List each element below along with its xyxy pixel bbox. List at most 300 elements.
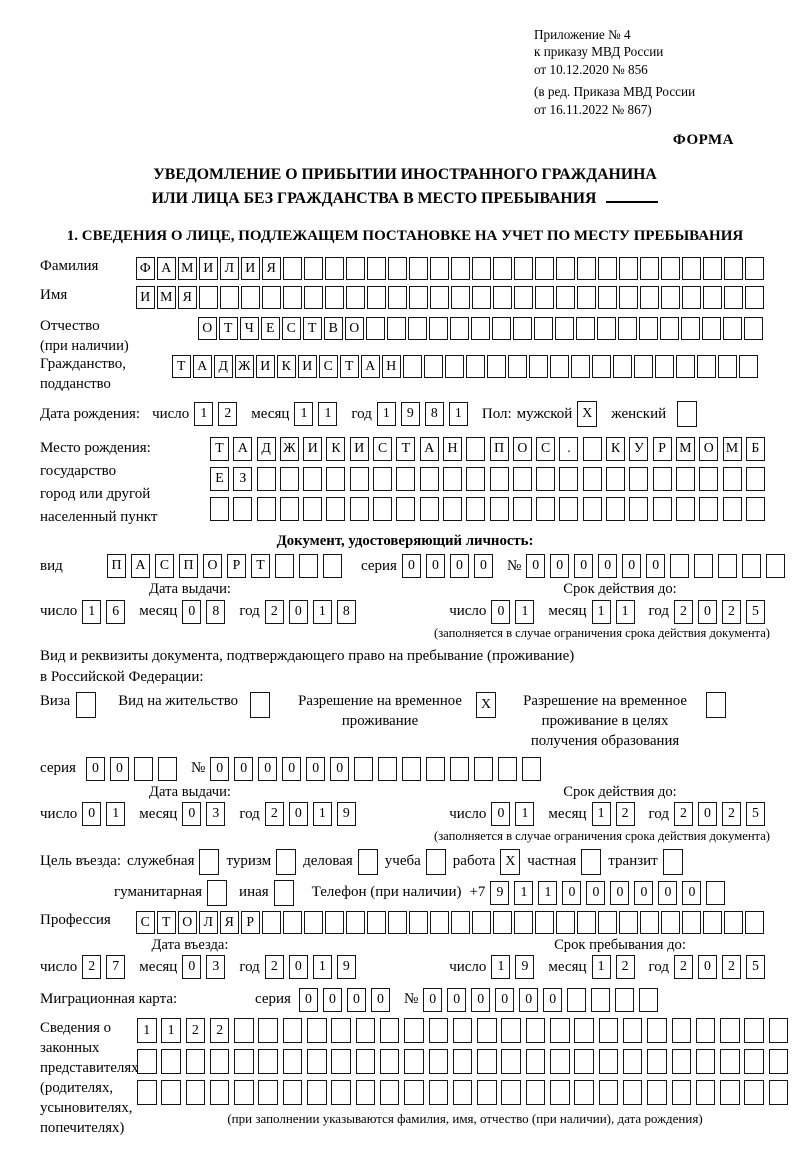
char-cell[interactable] [346, 257, 365, 280]
char-cell[interactable] [445, 355, 464, 378]
char-cell[interactable]: Ж [280, 437, 299, 461]
char-cell[interactable]: З [233, 467, 252, 491]
char-cell[interactable]: 2 [210, 1018, 230, 1043]
representatives-cells-row1[interactable] [137, 1018, 793, 1043]
char-cell[interactable] [380, 1080, 400, 1105]
char-cell[interactable]: У [629, 437, 648, 461]
char-cell[interactable]: 2 [674, 955, 693, 979]
migration-number-cells[interactable] [423, 988, 663, 1012]
char-cell[interactable] [426, 757, 445, 781]
char-cell[interactable] [234, 1080, 254, 1105]
char-cell[interactable]: 0 [182, 802, 201, 826]
char-cell[interactable]: 2 [265, 600, 284, 624]
char-cell[interactable] [629, 467, 648, 491]
char-cell[interactable]: 0 [371, 988, 390, 1012]
char-cell[interactable]: 0 [574, 554, 593, 578]
char-cell[interactable] [634, 355, 653, 378]
char-cell[interactable]: 9 [337, 955, 356, 979]
char-cell[interactable] [283, 1049, 303, 1074]
char-cell[interactable] [694, 554, 713, 578]
char-cell[interactable] [404, 1018, 424, 1043]
char-cell[interactable] [696, 1018, 716, 1043]
char-cell[interactable]: 5 [746, 802, 765, 826]
char-cell[interactable] [744, 1018, 764, 1043]
char-cell[interactable]: 0 [543, 988, 562, 1012]
char-cell[interactable] [699, 497, 718, 521]
char-cell[interactable]: Ф [136, 257, 155, 280]
char-cell[interactable]: 7 [106, 955, 125, 979]
char-cell[interactable]: А [420, 437, 439, 461]
char-cell[interactable]: А [361, 355, 380, 378]
char-cell[interactable]: И [241, 257, 260, 280]
char-cell[interactable] [443, 497, 462, 521]
char-cell[interactable] [639, 988, 658, 1012]
char-cell[interactable] [639, 317, 658, 340]
char-cell[interactable] [682, 911, 701, 934]
char-cell[interactable] [430, 286, 449, 309]
char-cell[interactable]: 3 [206, 955, 225, 979]
char-cell[interactable]: 8 [425, 402, 444, 426]
char-cell[interactable] [746, 467, 765, 491]
char-cell[interactable]: 1 [514, 881, 533, 905]
char-cell[interactable] [76, 692, 96, 718]
char-cell[interactable]: И [298, 355, 317, 378]
residence-series-cells[interactable] [86, 757, 182, 781]
char-cell[interactable] [241, 286, 260, 309]
char-cell[interactable] [508, 355, 527, 378]
char-cell[interactable]: 2 [218, 402, 237, 426]
phone-cells[interactable] [490, 881, 730, 905]
purpose-private-checkbox[interactable] [581, 849, 601, 875]
char-cell[interactable]: И [256, 355, 275, 378]
visa-checkbox[interactable] [76, 692, 96, 718]
char-cell[interactable]: 9 [490, 881, 509, 905]
char-cell[interactable] [720, 1018, 740, 1043]
char-cell[interactable]: О [203, 554, 222, 578]
purpose-humanitarian-checkbox[interactable] [207, 880, 227, 906]
char-cell[interactable] [501, 1018, 521, 1043]
doc-type-cells[interactable] [107, 554, 347, 578]
char-cell[interactable]: Р [241, 911, 260, 934]
char-cell[interactable] [274, 880, 294, 906]
residence-expiry-year-cells[interactable] [674, 802, 770, 826]
char-cell[interactable] [655, 355, 674, 378]
char-cell[interactable]: 2 [722, 600, 741, 624]
char-cell[interactable] [466, 355, 485, 378]
char-cell[interactable]: С [136, 911, 155, 934]
char-cell[interactable]: Я [178, 286, 197, 309]
male-checkbox[interactable] [577, 401, 597, 427]
char-cell[interactable] [769, 1018, 789, 1043]
char-cell[interactable]: Л [199, 911, 218, 934]
char-cell[interactable] [367, 286, 386, 309]
char-cell[interactable] [723, 497, 742, 521]
char-cell[interactable]: Т [210, 437, 229, 461]
char-cell[interactable] [723, 317, 742, 340]
char-cell[interactable] [409, 286, 428, 309]
purpose-work-checkbox[interactable] [500, 849, 520, 875]
char-cell[interactable]: 1 [592, 802, 611, 826]
char-cell[interactable] [577, 257, 596, 280]
char-cell[interactable] [744, 1080, 764, 1105]
char-cell[interactable]: 1 [616, 600, 635, 624]
char-cell[interactable]: 0 [82, 802, 101, 826]
char-cell[interactable] [430, 911, 449, 934]
char-cell[interactable] [526, 1018, 546, 1043]
char-cell[interactable]: Н [443, 437, 462, 461]
char-cell[interactable] [745, 286, 764, 309]
char-cell[interactable] [599, 1080, 619, 1105]
char-cell[interactable]: 2 [265, 955, 284, 979]
identity-expiry-day-cells[interactable] [491, 600, 539, 624]
char-cell[interactable]: 0 [550, 554, 569, 578]
char-cell[interactable] [210, 1049, 230, 1074]
char-cell[interactable]: В [324, 317, 343, 340]
char-cell[interactable] [453, 1080, 473, 1105]
char-cell[interactable] [676, 467, 695, 491]
char-cell[interactable] [653, 467, 672, 491]
char-cell[interactable]: П [107, 554, 126, 578]
representatives-cells-row2[interactable] [137, 1049, 793, 1074]
char-cell[interactable]: 2 [674, 600, 693, 624]
char-cell[interactable]: С [319, 355, 338, 378]
char-cell[interactable] [598, 911, 617, 934]
char-cell[interactable] [555, 317, 574, 340]
char-cell[interactable] [682, 257, 701, 280]
char-cell[interactable] [724, 286, 743, 309]
char-cell[interactable]: 3 [206, 802, 225, 826]
char-cell[interactable]: 0 [447, 988, 466, 1012]
char-cell[interactable]: 1 [161, 1018, 181, 1043]
char-cell[interactable]: 2 [616, 955, 635, 979]
char-cell[interactable] [299, 554, 318, 578]
char-cell[interactable] [699, 467, 718, 491]
char-cell[interactable]: А [157, 257, 176, 280]
char-cell[interactable] [745, 911, 764, 934]
char-cell[interactable]: 0 [423, 988, 442, 1012]
char-cell[interactable] [629, 497, 648, 521]
char-cell[interactable]: 2 [186, 1018, 206, 1043]
char-cell[interactable]: Д [214, 355, 233, 378]
char-cell[interactable] [466, 437, 485, 461]
birthplace-cells-row2[interactable] [210, 467, 769, 491]
char-cell[interactable]: 0 [698, 955, 717, 979]
char-cell[interactable] [388, 911, 407, 934]
char-cell[interactable] [744, 317, 763, 340]
char-cell[interactable] [567, 988, 586, 1012]
char-cell[interactable]: М [676, 437, 695, 461]
char-cell[interactable] [550, 1018, 570, 1043]
char-cell[interactable]: С [373, 437, 392, 461]
char-cell[interactable] [718, 554, 737, 578]
char-cell[interactable] [346, 911, 365, 934]
char-cell[interactable]: 0 [86, 757, 105, 781]
char-cell[interactable]: Я [262, 257, 281, 280]
char-cell[interactable] [492, 317, 511, 340]
char-cell[interactable] [373, 467, 392, 491]
char-cell[interactable] [661, 257, 680, 280]
char-cell[interactable]: 0 [519, 988, 538, 1012]
char-cell[interactable] [535, 286, 554, 309]
char-cell[interactable] [451, 257, 470, 280]
char-cell[interactable] [373, 497, 392, 521]
char-cell[interactable] [663, 849, 683, 875]
char-cell[interactable]: Ж [235, 355, 254, 378]
char-cell[interactable]: 0 [491, 802, 510, 826]
char-cell[interactable] [583, 497, 602, 521]
char-cell[interactable] [536, 497, 555, 521]
char-cell[interactable] [161, 1080, 181, 1105]
char-cell[interactable] [307, 1080, 327, 1105]
char-cell[interactable] [559, 497, 578, 521]
char-cell[interactable] [501, 1049, 521, 1074]
residence-expiry-month-cells[interactable] [592, 802, 640, 826]
char-cell[interactable] [583, 437, 602, 461]
char-cell[interactable]: 0 [323, 988, 342, 1012]
char-cell[interactable]: 0 [282, 757, 301, 781]
char-cell[interactable] [356, 1049, 376, 1074]
purpose-official-checkbox[interactable] [199, 849, 219, 875]
char-cell[interactable] [466, 467, 485, 491]
char-cell[interactable] [307, 1018, 327, 1043]
stay-day-cells[interactable] [491, 955, 539, 979]
female-checkbox[interactable] [677, 401, 697, 427]
char-cell[interactable]: П [179, 554, 198, 578]
char-cell[interactable]: О [345, 317, 364, 340]
char-cell[interactable]: О [513, 437, 532, 461]
char-cell[interactable]: О [178, 911, 197, 934]
char-cell[interactable] [696, 1080, 716, 1105]
identity-issue-day-cells[interactable] [82, 600, 130, 624]
char-cell[interactable]: 0 [698, 600, 717, 624]
char-cell[interactable] [619, 286, 638, 309]
char-cell[interactable] [350, 467, 369, 491]
char-cell[interactable] [325, 911, 344, 934]
char-cell[interactable] [623, 1080, 643, 1105]
char-cell[interactable] [420, 467, 439, 491]
birth-day-cells[interactable] [194, 402, 242, 426]
char-cell[interactable] [451, 286, 470, 309]
char-cell[interactable]: 0 [289, 802, 308, 826]
char-cell[interactable] [640, 911, 659, 934]
char-cell[interactable]: Т [340, 355, 359, 378]
char-cell[interactable]: 1 [491, 955, 510, 979]
char-cell[interactable] [661, 911, 680, 934]
char-cell[interactable] [303, 497, 322, 521]
char-cell[interactable] [696, 1049, 716, 1074]
char-cell[interactable] [769, 1080, 789, 1105]
char-cell[interactable] [250, 692, 270, 718]
char-cell[interactable] [623, 1018, 643, 1043]
char-cell[interactable] [522, 757, 541, 781]
char-cell[interactable] [487, 355, 506, 378]
char-cell[interactable] [134, 757, 153, 781]
char-cell[interactable] [619, 911, 638, 934]
char-cell[interactable] [581, 849, 601, 875]
char-cell[interactable] [331, 1018, 351, 1043]
char-cell[interactable] [283, 257, 302, 280]
char-cell[interactable] [672, 1080, 692, 1105]
char-cell[interactable] [676, 497, 695, 521]
char-cell[interactable] [493, 911, 512, 934]
char-cell[interactable] [598, 257, 617, 280]
purpose-transit-checkbox[interactable] [663, 849, 683, 875]
char-cell[interactable]: Р [653, 437, 672, 461]
char-cell[interactable] [354, 757, 373, 781]
residence-expiry-day-cells[interactable] [491, 802, 539, 826]
char-cell[interactable] [303, 467, 322, 491]
char-cell[interactable] [703, 257, 722, 280]
char-cell[interactable] [283, 286, 302, 309]
char-cell[interactable] [677, 401, 697, 427]
char-cell[interactable] [706, 881, 725, 905]
char-cell[interactable]: Т [172, 355, 191, 378]
char-cell[interactable] [513, 467, 532, 491]
char-cell[interactable] [513, 317, 532, 340]
char-cell[interactable]: 1 [313, 802, 332, 826]
char-cell[interactable]: 9 [515, 955, 534, 979]
char-cell[interactable] [346, 286, 365, 309]
char-cell[interactable] [745, 257, 764, 280]
residence-issue-day-cells[interactable] [82, 802, 130, 826]
char-cell[interactable] [660, 317, 679, 340]
char-cell[interactable]: 2 [616, 802, 635, 826]
char-cell[interactable]: О [699, 437, 718, 461]
char-cell[interactable] [490, 467, 509, 491]
char-cell[interactable] [356, 1080, 376, 1105]
char-cell[interactable] [207, 880, 227, 906]
char-cell[interactable]: 0 [306, 757, 325, 781]
char-cell[interactable] [619, 257, 638, 280]
char-cell[interactable] [275, 554, 294, 578]
char-cell[interactable] [477, 1049, 497, 1074]
char-cell[interactable]: 0 [610, 881, 629, 905]
stay-month-cells[interactable] [592, 955, 640, 979]
char-cell[interactable] [233, 497, 252, 521]
birthplace-cells-row1[interactable] [210, 437, 769, 461]
char-cell[interactable] [358, 849, 378, 875]
char-cell[interactable] [471, 317, 490, 340]
char-cell[interactable] [606, 497, 625, 521]
char-cell[interactable]: С [282, 317, 301, 340]
char-cell[interactable]: 1 [592, 955, 611, 979]
char-cell[interactable] [453, 1018, 473, 1043]
char-cell[interactable] [326, 467, 345, 491]
char-cell[interactable]: 0 [289, 600, 308, 624]
temp-residence-checkbox[interactable] [476, 692, 496, 718]
char-cell[interactable] [429, 1018, 449, 1043]
char-cell[interactable] [606, 467, 625, 491]
char-cell[interactable] [426, 849, 446, 875]
char-cell[interactable] [720, 1080, 740, 1105]
char-cell[interactable] [257, 467, 276, 491]
char-cell[interactable] [536, 467, 555, 491]
char-cell[interactable] [450, 317, 469, 340]
char-cell[interactable] [535, 257, 554, 280]
char-cell[interactable] [599, 1049, 619, 1074]
char-cell[interactable] [283, 1018, 303, 1043]
char-cell[interactable]: 9 [401, 402, 420, 426]
char-cell[interactable] [559, 467, 578, 491]
char-cell[interactable]: 1 [515, 600, 534, 624]
char-cell[interactable] [429, 317, 448, 340]
doc-number-cells[interactable] [526, 554, 790, 578]
char-cell[interactable]: 0 [495, 988, 514, 1012]
residence-permit-checkbox[interactable] [250, 692, 270, 718]
char-cell[interactable] [396, 497, 415, 521]
char-cell[interactable] [283, 1080, 303, 1105]
char-cell[interactable] [591, 988, 610, 1012]
char-cell[interactable] [615, 988, 634, 1012]
char-cell[interactable] [262, 286, 281, 309]
char-cell[interactable] [380, 1018, 400, 1043]
char-cell[interactable] [526, 1049, 546, 1074]
char-cell[interactable] [723, 467, 742, 491]
char-cell[interactable]: Т [396, 437, 415, 461]
char-cell[interactable] [234, 1049, 254, 1074]
char-cell[interactable] [262, 911, 281, 934]
char-cell[interactable] [577, 911, 596, 934]
char-cell[interactable]: 0 [330, 757, 349, 781]
char-cell[interactable] [199, 286, 218, 309]
char-cell[interactable]: 6 [106, 600, 125, 624]
char-cell[interactable] [257, 497, 276, 521]
char-cell[interactable]: 0 [182, 955, 201, 979]
char-cell[interactable]: 0 [210, 757, 229, 781]
char-cell[interactable]: Ч [240, 317, 259, 340]
char-cell[interactable] [703, 286, 722, 309]
char-cell[interactable] [550, 1049, 570, 1074]
char-cell[interactable]: 1 [313, 600, 332, 624]
char-cell[interactable] [276, 849, 296, 875]
char-cell[interactable] [453, 1049, 473, 1074]
char-cell[interactable]: С [155, 554, 174, 578]
char-cell[interactable] [598, 286, 617, 309]
identity-expiry-year-cells[interactable] [674, 600, 770, 624]
char-cell[interactable]: М [157, 286, 176, 309]
char-cell[interactable] [472, 911, 491, 934]
char-cell[interactable] [430, 257, 449, 280]
char-cell[interactable]: Е [261, 317, 280, 340]
char-cell[interactable] [450, 757, 469, 781]
char-cell[interactable]: 0 [682, 881, 701, 905]
char-cell[interactable]: 2 [674, 802, 693, 826]
char-cell[interactable] [556, 911, 575, 934]
char-cell[interactable] [739, 355, 758, 378]
char-cell[interactable] [331, 1080, 351, 1105]
char-cell[interactable] [404, 1080, 424, 1105]
char-cell[interactable] [613, 355, 632, 378]
identity-issue-month-cells[interactable] [182, 600, 230, 624]
char-cell[interactable] [429, 1049, 449, 1074]
profession-cells[interactable] [136, 911, 766, 934]
char-cell[interactable]: . [559, 437, 578, 461]
char-cell[interactable] [429, 1080, 449, 1105]
char-cell[interactable] [592, 355, 611, 378]
char-cell[interactable] [702, 317, 721, 340]
char-cell[interactable]: 1 [106, 802, 125, 826]
char-cell[interactable] [640, 257, 659, 280]
char-cell[interactable]: 1 [592, 600, 611, 624]
char-cell[interactable]: 5 [746, 600, 765, 624]
char-cell[interactable] [326, 497, 345, 521]
identity-issue-year-cells[interactable] [265, 600, 361, 624]
char-cell[interactable] [356, 1018, 376, 1043]
char-cell[interactable] [378, 757, 397, 781]
char-cell[interactable] [597, 317, 616, 340]
char-cell[interactable]: 0 [347, 988, 366, 1012]
char-cell[interactable]: Е [210, 467, 229, 491]
